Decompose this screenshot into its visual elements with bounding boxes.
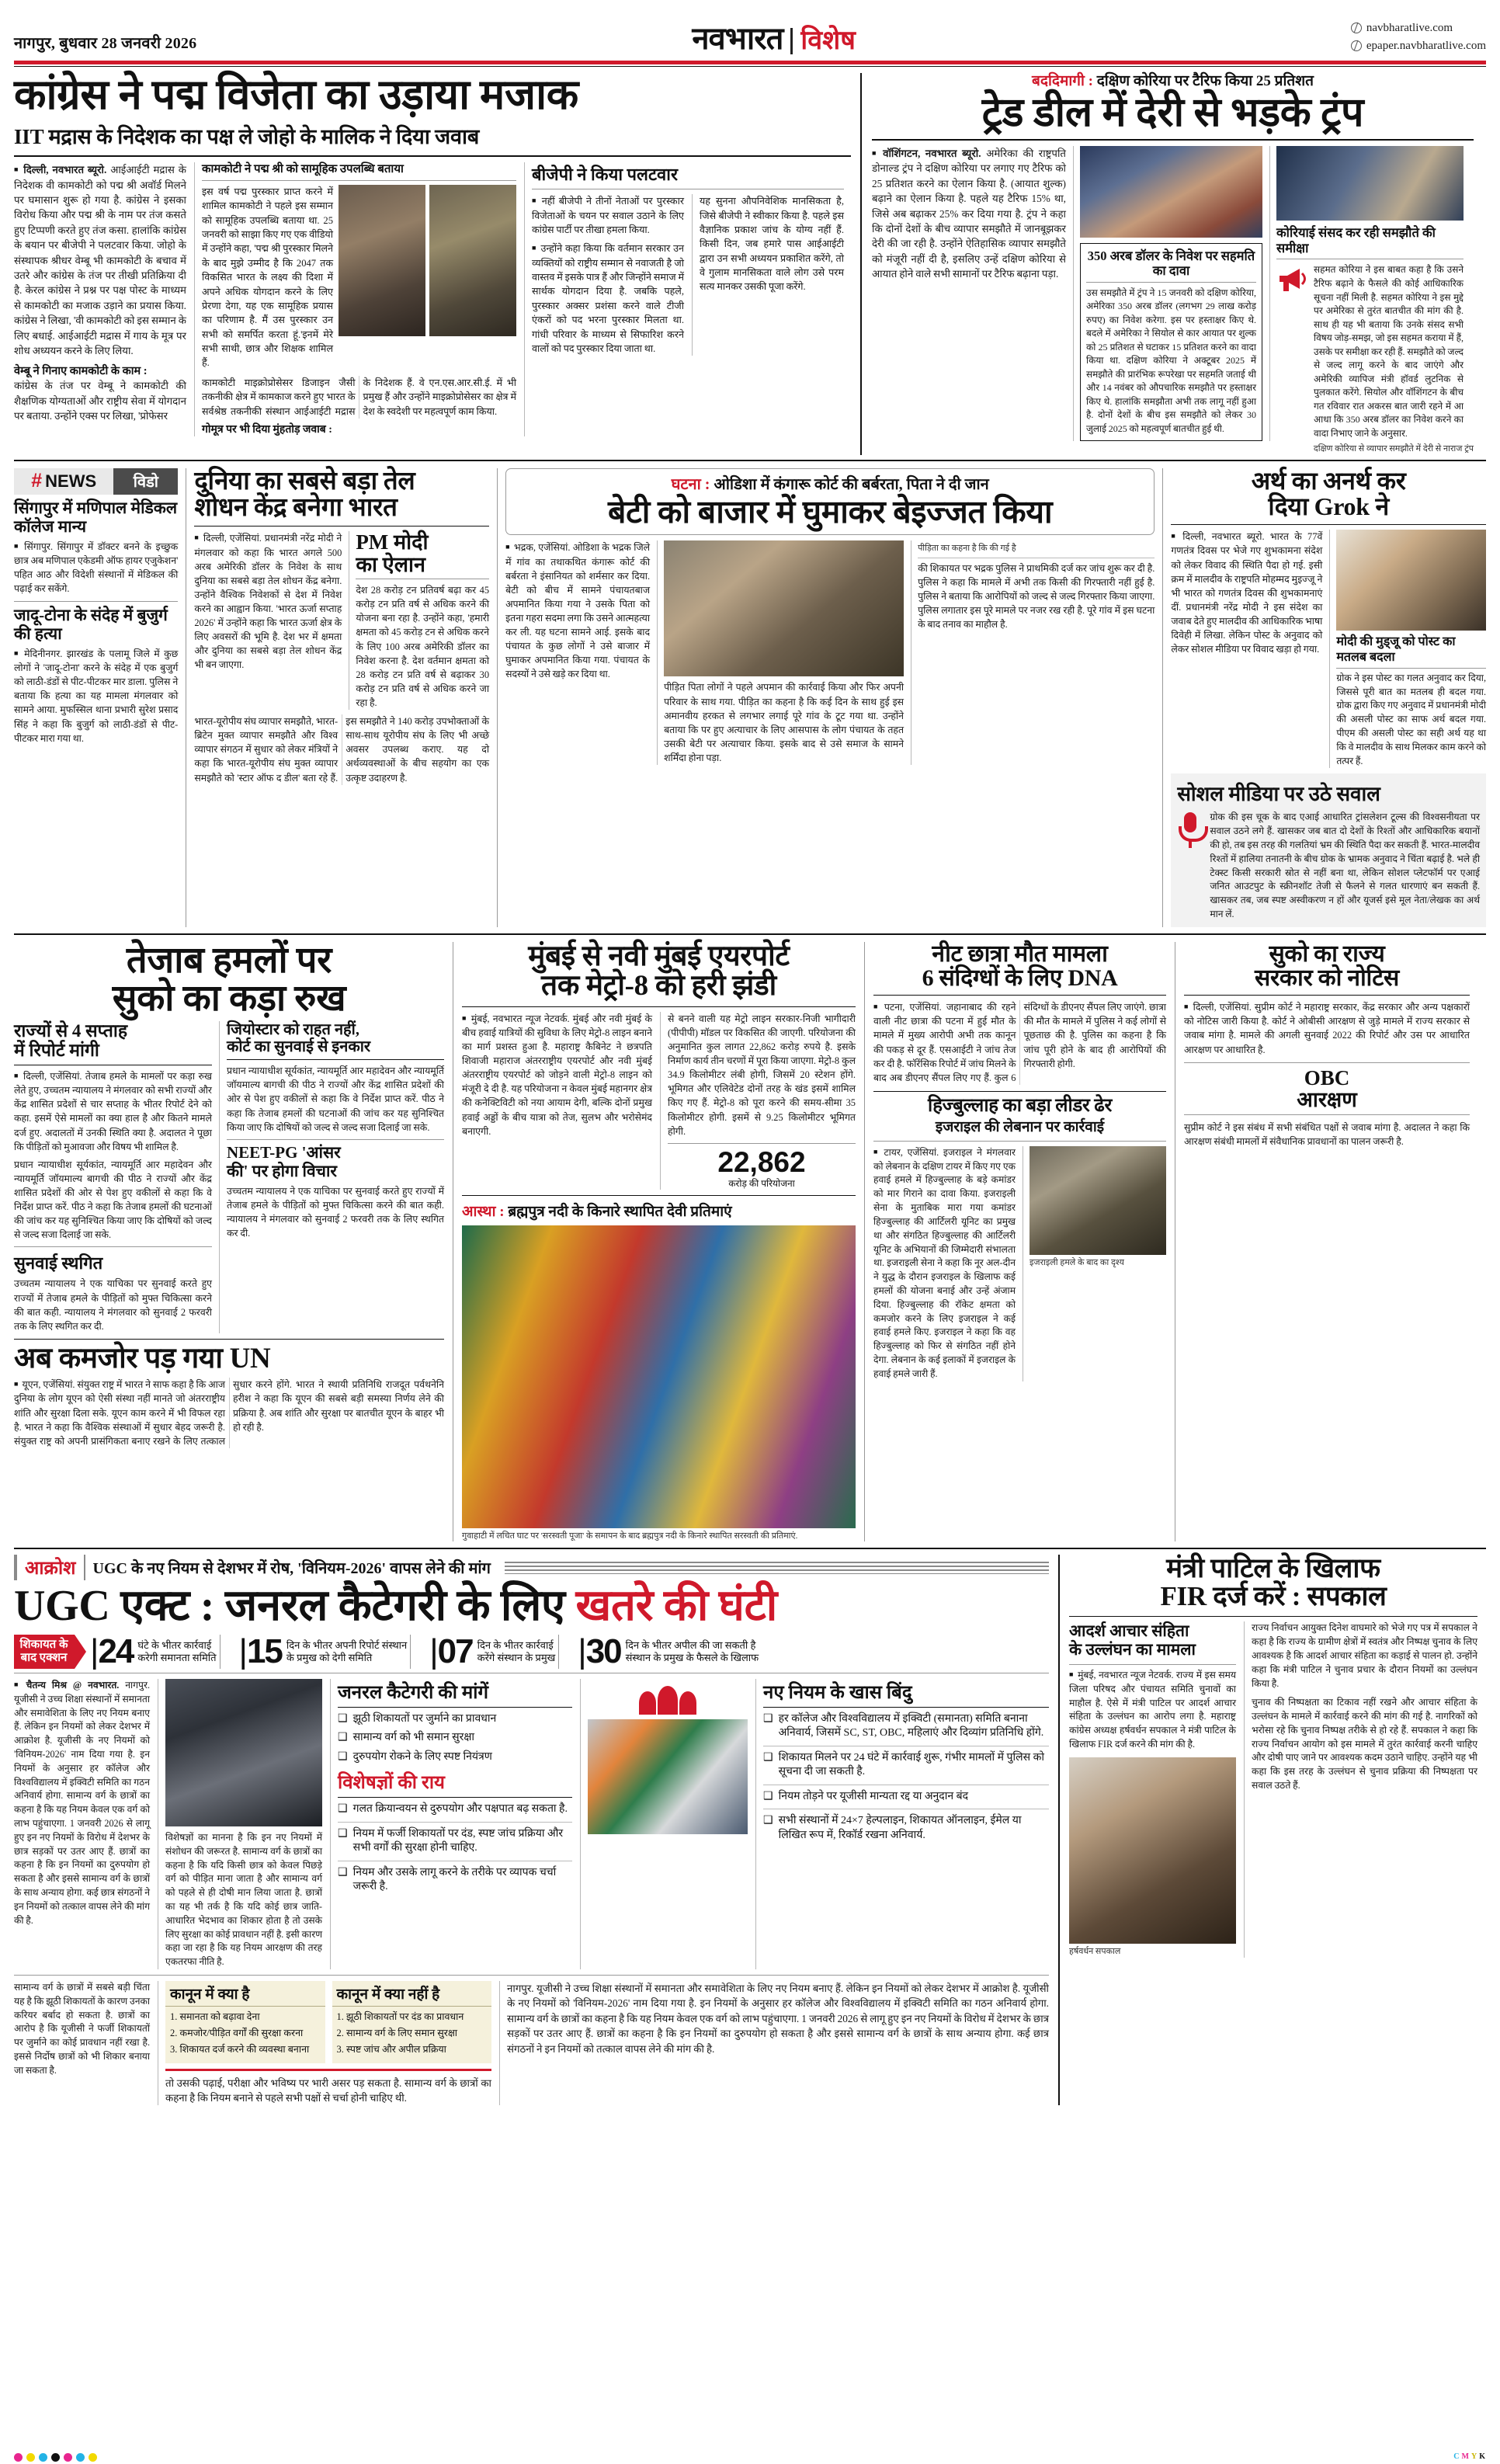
oil-body-1: ■ दिल्ली, एजेंसियां. प्रधानमंत्री नरेंद्र मोदी ने मंगलवार को कहा कि भारत अगले 500 अरब अमेरिकी डॉलर के निवेश के साथ दुनिया का सबसे बड़ा तेल शोधन केंद्र बनेगा. उन्होंने वैश्विक निवेशकों से देश में निवेश करने का आह्वान किया. 'भारत ऊर्जा सप्ताह 2026' में उन्होंने कहा कि भारत ऊर्जा क्षेत्र के लिए अवसरों की भूमि है. देश भर में क्षमता और दुनिया का सबसे बड़ा तेल शोधन केंद्र भी बन जाएगा. bbox=[194, 531, 342, 672]
acid-headline-1: तेजाब हमलों पर bbox=[126, 940, 332, 981]
aastha-kicker: आस्था : ब्रह्मपुत्र नदी के किनारे स्थापित देवी प्रतिमाएं bbox=[462, 1203, 732, 1220]
bjp-reaction-title: बीजेपी ने किया पलटवार bbox=[532, 162, 844, 189]
ugc-stat-item bbox=[562, 1632, 759, 1671]
metro-cost-label: करोड़ की परियोजना bbox=[728, 1177, 795, 1189]
lead-body-1: ■ दिल्ली, नवभारत ब्यूरो. आईआईटी मद्रास के निदेशक वी कामकोटी को पद्म श्री अवॉर्ड मिलने पर घमासान शुरू हो गया है. कांग्रेस ने इसका विरोध किया और पद्म श्री के नाम पर तंज कसते हुए टिप्पणी करते हुए तंज कसा. हालांकि कांग्रेस के बयान पर बीजेपी ने पलटवार किया. जोहो के संस्थापक श्रीधर वेम्बू भी कामकोटी के बचाव में उतरे और कांग्रेस के तंज पर तीखी प्रतिक्रिया दी है. केरल कांग्रेस ने प्रश्न पर पक्ष पोस्ट के माध्यम से कामकोटी का मजाक उड़ाने का प्रयास किया. कांग्रेस ने लिखा, 'वी कामकोटी को इस सम्मान के लिए बधाई. आईआईटी मद्रास में गाय के मूत्र पर शोध अध्ययन करने के लिए लिया. bbox=[14, 162, 186, 358]
social-media-box bbox=[1171, 773, 1486, 927]
lead-sub-head-3: गोमूत्र पर भी दिया मुंहतोड़ जवाब : bbox=[202, 423, 332, 436]
masthead-thin-rule bbox=[14, 66, 1486, 67]
ugc-body-2: विशेषज्ञों का मानना है कि इन नए नियमों में संशोधन की जरूरत है. सामान्य वर्ग के छात्रों का कहना है कि यदि किसी छात्र को केवल पिछड़े वर्ग को पीड़ित माना जाता है और सामान्य वर्ग को पहले से ही दोषी मान लिया जाता है. छात्रों का यह भी तर्क है कि यदि कोई छात्र जाति-आधारित भेदभाव का शिकार होता है तो उसके लिए सुरक्षा का कोई प्रावधान नहीं है. इसी कारण कहा जा रहा है कि यह नियम आरक्षण की तरह एकतरफा नीति है. bbox=[165, 1831, 322, 1968]
jiostar-body: प्रधान न्यायाधीश सूर्यकांत, न्यायमूर्ति आर महादेवन और न्यायमूर्ति जॉयमाल्य बागची की पीठ ने राज्यों और केंद्र शासित प्रदेशों की ओर से पेश हुए वकीलों से कहा कि वे निर्देश प्राप्त करें. पीठ ने कहा कि तेजाब हमलों की घटनाओं की जांच कर यह सुनिश्चित किया जाए कि दोषियों को जल्द से जल्द सजा दिलाई जा सके. bbox=[227, 1065, 444, 1133]
metro-headline-2: तक मेट्रो-8 को हरी झंडी bbox=[541, 970, 776, 1003]
hez-headline-1: हिज्बुल्लाह का बड़ा लीडर ढेर bbox=[928, 1095, 1112, 1116]
law-has-box bbox=[165, 1981, 325, 2063]
jiostar-title: जियोस्टार को राहत नहीं, कोर्ट का सुनवाई से इनकार bbox=[227, 1021, 444, 1061]
lead-mid-body-2: कामकोटी माइक्रोप्रोसेसर डिजाइन जैसी तकनीकी क्षेत्र में कामकाज करने हुए भारत के सर्वश्रेष्ठ तकनीकी संस्थान आईआईटी मद्रास के निदेशक हैं. वे एन.एस.आर.सी.ई. में भी प्रमुख हैं और उन्होंने माइक्रोप्रोसेसर का क्षेत्र में देश के स्वदेशी पर महत्वपूर्ण काम किया. bbox=[202, 377, 516, 417]
second-section bbox=[14, 468, 1486, 927]
ugc-body-4: तो उसकी पढ़ाई, परीक्षा और भविष्य पर भारी असर पड़ सकता है. सामान्य वर्ग के छात्रों का कहना है कि नियम बनाने से पहले सभी पक्षों से चर्चा होनी चाहिए थी. bbox=[165, 2077, 491, 2104]
metro-headline-1: मुंबई से नवी मुंबई एयरपोर्ट bbox=[528, 940, 790, 972]
aastha-block bbox=[462, 1195, 856, 1541]
trump-photo-caption: दक्षिण कोरिया से व्यापार समझौते में देरी से नाराज ट्रंप bbox=[1313, 444, 1474, 454]
news-badge-left bbox=[14, 468, 113, 495]
oil-headline-1: दुनिया का सबसे बड़ा तेल bbox=[194, 467, 415, 495]
trump-story bbox=[860, 73, 1474, 455]
patil-story bbox=[1058, 1555, 1477, 2105]
hez-headline-2: इजराइल की लेबनान पर कार्रवाई bbox=[935, 1118, 1105, 1135]
trump-kicker-label: बददिमागी : bbox=[1032, 73, 1093, 89]
lead-headline: कांग्रेस ने पद्म विजेता का उड़ाया मजाक bbox=[14, 71, 578, 118]
cmyk-marks: C M Y K bbox=[1453, 2452, 1486, 2461]
lead-photo-caption: कामकोटी ने पद्म श्री को सामूहिक उपलब्धि बताया bbox=[202, 162, 516, 181]
investment-box bbox=[1080, 243, 1262, 442]
ugc-foot-col-1 bbox=[14, 1981, 150, 2105]
ugc-main bbox=[14, 1555, 1058, 2105]
news-video-column bbox=[14, 468, 186, 927]
grok-body-2: ग्रोक ने इस पोस्ट का गलत अनुवाद कर दिया, जिससे पूरी बात का मतलब ही बदल गया. ग्रोक द्वारा किए गए अनुवाद में प्रधानमंत्री मोदी की असली पोस्ट का साफ अर्थ बदल गया. पीएम की असली पोस्ट का सही अर्थ यह था कि वे मालदीव के साथ मिलकर काम करने को तत्पर हैं. bbox=[1336, 672, 1486, 766]
odisha-body-mid: पीड़ित पिता लोगों ने पहले अपमान की कार्रवाई किया और फिर अपनी परिवार के साथ गया. पीड़ित का कहना है कि कई दिन के साथ हुई इस अमानवीय हरकत से लगभार लगाई पूरे गांव के टूट गया था. उन्होंने बताया कि पर हुए अत्याचार के लिए आसपास के लोग पंचायत के तहत उसकी बेटी पर अत्याचार किया. इसके बाद से उसे समाज के सामने शर्मिंदा होना पड़ा. bbox=[664, 682, 905, 763]
hez-caption: इजराइली हमले के बाद का दृश्य bbox=[1030, 1257, 1124, 1267]
ugc-students-photo bbox=[588, 1719, 748, 1834]
un-story bbox=[14, 1339, 444, 1448]
ugc-points-title: नए नियम के खास बिंदु bbox=[763, 1679, 1049, 1708]
patil-headline-2: FIR दर्ज करें : सपकाल bbox=[1160, 1581, 1387, 1612]
trump-kicker: बददिमागी : दक्षिण कोरिया पर टैरिफ किया 25 प्रतिशत bbox=[1032, 73, 1314, 89]
hezbollah-story bbox=[873, 1091, 1166, 1381]
law-not-box bbox=[332, 1981, 492, 2063]
grok-story bbox=[1162, 468, 1486, 927]
law-not-title: कानून में क्या नहीं है bbox=[332, 1981, 492, 2007]
people-group-icon bbox=[588, 1679, 748, 1715]
nv-item-title-1: जादू-टोना के संदेह में बुजुर्ग की हत्या bbox=[14, 606, 168, 644]
bjp-body-2: ■ उन्होंने कहा किया कि वर्तमान सरकार उन व्यक्तियों को राष्ट्रीय सम्मान से नवाजती है जो वास्तव में इसके पात्र हैं और जिन्होंने समाज में सार्थक योगदान दिया है. जबकि पहले, पुरस्कार अक्सर प्रशंसा करने वाले टीजी एंकरों को पद भरना पुरस्कार मिलता था. गांधी परिवार के माध्यम से सिफारिश करने वालों को पद पुरस्कार दिया जाता था. bbox=[532, 242, 684, 356]
ugc-headline-red: खतरे की घंटी bbox=[575, 1582, 778, 1631]
ugc-body-1: ■ चैतन्य मिश्र @ नवभारत. नागपुर. यूजीसी ने उच्च शिक्षा संस्थानों में समानता और समावेशिता के लिए नए नियम बनाए हैं. लेकिन इन नियमों को लेकर देशभर में आक्रोश है. यूजीसी के नए नियमों को 'विनियम-2026' नाम दिया गया है. इन नियमों के अनुसार हर कॉलेज और विश्वविद्यालय में इक्विटी समिति का गठन अनिवार्य होगा. सामान्य वर्ग के छात्रों का कहना है कि यह नियम केवल एक वर्ग को लाभ पहुंचाएगा. 1 जनवरी 2026 से लागू हुए इन नए नियमों के विरोध में देशभर के छात्र सड़कों पर उतर आए हैं. छात्रों का कहना है कि इन नियमों का दुरुपयोग हो सकता है और इससे सामान्य वर्ग के छात्रों के साथ अन्याय होगा. कई छात्र संगठनों ने इन नियमों को तत्काल वापस लेने की मांग की है. bbox=[14, 1679, 150, 1928]
trump-col-3 bbox=[1269, 146, 1464, 442]
video-badge-right: विडो bbox=[113, 468, 178, 495]
investment-box-body: उस समझौते में ट्रंप ने 15 जनवरी को दक्षिण कोरिया, अमेरिका 350 अरब डॉलर (लगभग 29 लाख करोड़ रुपए) का निवेश करेगा. इस पर हस्ताक्षर किए थे. बदले में अमेरिका ने सियोल से कार आयात पर शुल्क को 25 प्रतिशत से घटाकर 15 प्रतिशत करने का वादा किया था. दक्षिण कोरिया ने अक्टूबर 2025 में समझौते की प्रारंभिक रूपरेखा पर सहमति जताई थी और 14 नवंबर को औपचारिक समझौते पर हस्ताक्षर किए थे. हालांकि समझौता अभी तक लागू नहीं हुआ है. दोनों देशों के बीच इस समझौते को लेकर 30 जुलाई 2025 को महत्वपूर्ण बातचीत हुई थी. bbox=[1086, 287, 1256, 434]
nv-item-body-1: ■ मेदिनीनगर. झारखंड के पलामू जिले में कुछ लोगों ने 'जादू-टोना' करने के संदेह में एक बुजुर्ग को लाठी-डंडों से पीट-पीटकर मार डाला. पुलिस ने बताया कि हत्या का यह मामला मंगलवार को सामने आया. मुफस्सिल थाना प्रभारी सुरेश प्रसाद सिंह ने कहा कि बुजुर्ग को लाठी-डंडों से पीट-पीटकर मारा गया था. bbox=[14, 647, 178, 745]
metro-story bbox=[453, 942, 864, 1541]
odisha-body-left: ■ भद्रक, एजेंसियां. ओडिशा के भद्रक जिले में गांव का तथाकथित कंगारू कोर्ट की बर्बरता ने इंसानियत को शर्मसार कर दिया. बेटी को बीच में सामने पंचायतबाज अपमानित किया गया ने उसके पिता को इतना गहरा सदमा लगा कि उसने आत्महत्या कर ली. यह घटना सामने आई. इसके बाद पंचायत के कुछ लोगों ने उसे बाजार में घुमाकर अपमानित किया गया. पंचायत के सदस्यों ने उसे खड़े कर दिया था. bbox=[505, 540, 650, 681]
odisha-photo bbox=[664, 540, 904, 676]
ugc-body-3: सामान्य वर्ग के छात्रों में सबसे बड़ी चिंता यह है कि झूठी शिकायतों के कारण उनका करियर बर्बाद हो सकता है. छात्रों का आरोप है कि यूजीसी ने फर्जी शिकायतों पर जुर्माने का कोई प्रावधान नहीं रखा है. इससे निर्दोष छात्रों को भी शिकार बनाया जा सकता है. bbox=[14, 1982, 150, 2076]
nv-item-title-0: सिंगापुर में मणिपाल मेडिकल कॉलेज मान्य bbox=[14, 498, 178, 536]
news-video-badge[interactable] bbox=[14, 468, 178, 495]
odisha-kicker-box bbox=[505, 468, 1155, 536]
odisha-kicker: घटना : ओडिशा में कंगारू कोर्ट की बर्बरता, पिता ने दी जान bbox=[671, 475, 989, 493]
ugc-stat-text: दिन के भीतर अपील की जा सकती है संस्थान के प्रमुख के फैसले के खिलाफ bbox=[625, 1639, 759, 1664]
suko-headline-2: सरकार को नोटिस bbox=[1254, 965, 1400, 992]
suko-body-1: ■ दिल्ली, एजेंसियां. सुप्रीम कोर्ट ने महाराष्ट्र सरकार, केंद्र सरकार और अन्य पक्षकारों को नोटिस जारी किया है. कोर्ट ने ओबीसी आरक्षण से जुड़े मामले में राज्य सरकार से जवाब मांगा है. मामले की अगली सुनवाई 2022 की रिपोर्ट और उस पर आधारित आरक्षण पर आधारित है. bbox=[1184, 1000, 1470, 1056]
odisha-body-right: की शिकायत पर भद्रक पुलिस ने प्राथमिकी दर्ज कर जांच शुरू कर दी है. पुलिस ने कहा कि मामले में अभी तक किसी की गिरफ्तारी नहीं हुई है. पुलिस ने बताया कि आरोपियों को जल्द से जल्द गिरफ्तार किया जाएगा. पुलिस लगातार इस पूरे मामले पर नजर रख रही है. पूरे गांव में इस घटना के बाद तनाव का माहौल है. bbox=[918, 562, 1155, 631]
modi-photo bbox=[1336, 530, 1486, 631]
metro-cost-stat bbox=[668, 1143, 856, 1190]
oil-story bbox=[186, 468, 497, 927]
logo-divider bbox=[790, 28, 793, 54]
news-badge-text: NEWS bbox=[45, 471, 97, 491]
neet-headline-2: 6 संदिग्धों के लिए DNA bbox=[922, 965, 1118, 992]
neetpg-title: NEET-PG 'आंसर की' पर होगा विचार bbox=[227, 1139, 444, 1181]
aakrosh-tag: आक्रोश bbox=[14, 1555, 85, 1580]
ugc-col-5 bbox=[755, 1679, 1049, 1969]
obc-label: OBC आरक्षण bbox=[1184, 1062, 1470, 1116]
list-item: ❑ शिकायत मिलने पर 24 घंटे में कार्रवाई शुरू, गंभीर मामलों में पुलिस को सूचना दी जा सकती है. bbox=[763, 1746, 1049, 1780]
acid-body-2: प्रधान न्यायाधीश सूर्यकांत, न्यायमूर्ति आर महादेवन और न्यायमूर्ति जॉयमाल्य बागची की पीठ ने राज्यों और केंद्र शासित प्रदेशों की ओर से पेश हुए वकीलों से कहा कि वे निर्देश प्राप्त करें. पीठ ने कहा कि तेजाब हमलों की घटनाओं की जांच कर यह सुनिश्चित किया जाए कि दोषियों को जल्द से जल्द सजा दिलाई जा सके. bbox=[14, 1159, 212, 1241]
lead-story bbox=[14, 73, 860, 455]
suko-headline-1: सुको का राज्य bbox=[1269, 940, 1385, 967]
patil-body-2: राज्य निर्वाचन आयुक्त दिनेश वाघमारे को भेजे गए पत्र में सपकाल ने कहा है कि राज्य के ग्रामीण क्षेत्रों में स्वतंत्र और निष्पक्ष चुनाव के लिए आवश्यक है कि आदर्श आचार संहिता का कड़ाई से पालन हो. उन्होंने कहा कि मंत्री पाटिल ने चुनाव प्रचार के दौरान नियमों का उल्लंघन किया है. bbox=[1252, 1621, 1477, 1689]
registration-dots bbox=[14, 2453, 97, 2462]
megaphone-icon bbox=[1276, 263, 1307, 294]
lead-subhead: IIT मद्रास के निदेशक का पक्ष ले जोहो के मालिक ने दिया जवाब bbox=[14, 125, 480, 149]
list-item: ❑ सामान्य वर्ग को भी समान सुरक्षा bbox=[338, 1731, 572, 1745]
list-item: 2. सामान्य वर्ग के लिए समान सुरक्षा bbox=[336, 2027, 458, 2038]
trump-body: ■ वॉशिंगटन, नवभारत ब्यूरो. अमेरिका की राष्ट्रपति डोनाल्ड ट्रंप ने दक्षिण कोरिया पर लगाए गए टैरिफ को 25 प्रतिशत करने का ऐलान किया है. (आयात शुल्क) बढ़ाने का ऐलान किया है. पहले यह टैरिफ 15% था, जिसे अब बढ़ाकर 25% कर दिया गया है. ट्रंप ने कहा कि दोनों देशों के बीच व्यापार समझौते में जानबूझकर देरी की जा रही है. उन्होंने ऐतिहासिक व्यापार समझौते को मंजूरी नहीं दी है, इसलिए उन्हें दक्षिण कोरिया से आयात होने वाले सभी सामानों पर टैरिफ बढ़ाना पड़ा. bbox=[872, 146, 1066, 282]
neet-story bbox=[864, 942, 1175, 1541]
social-media-body: ग्रोक की इस चूक के बाद एआई आधारित ट्रांसलेशन टूल्स की विश्वसनीयता पर सवाल उठने लगे हैं. खासकर जब बात दो देशों के रिश्तों और आधिकारिक बयानों की हो, तब इस तरह की गलतियां भ्रम की स्थिति पैदा कर सकती हैं. भारत-मालदीव रिश्तों में हालिया तनातनी के बीच ग्रोक के भ्रामक अनुवाद ने चिंता बढ़ाई है. भले ही टेक्स्ट किसी सरकारी स्रोत से नहीं बना था, लेकिन सोशल प्लेटफॉर्म पर एआई जनित आउटपुट के स्क्रीनशॉट तेजी से फैलने से गलत धारणाएं बन सकती हैं. खासकर तब, जब स्पष्ट अस्वीकरण न हों और यूजर्स इसे मूल नेता/लेखक का अर्थ मान लें. bbox=[1210, 811, 1480, 920]
acid-subhead: राज्यों से 4 सप्ताह में रिपोर्ट मांगी bbox=[14, 1020, 128, 1061]
odisha-story bbox=[497, 468, 1162, 927]
logo-edition-text: विशेष bbox=[800, 26, 856, 55]
investment-box-title: 350 अरब डॉलर के निवेश पर सहमति का दावा bbox=[1086, 248, 1256, 283]
stat-divider bbox=[558, 1635, 559, 1669]
list-item: 1. समानता को बढ़ावा देना bbox=[170, 2011, 260, 2023]
ugc-protest-photo bbox=[165, 1679, 322, 1826]
aakrosh-bar bbox=[14, 1555, 1049, 1580]
metro-cost-number: 22,862 bbox=[717, 1145, 806, 1178]
acid-headline-2: सुको का कड़ा रुख bbox=[112, 978, 346, 1019]
patil-subhead: आदर्श आचार संहिता के उल्लंघन का मामला bbox=[1069, 1621, 1196, 1659]
decorative-stripes bbox=[505, 1562, 1049, 1574]
ugc-stats-strip bbox=[14, 1632, 1049, 1671]
patil-body-3: चुनाव की निष्पक्षता का टिकाव नहीं रखने और आचार संहिता के उल्लंघन के मामले में कार्रवाई करने की मांग की गई है. नागरिकों को भरोसा रहे कि चुनाव निष्पक्ष तरीके से हो रहे हैं. सपकाल ने कहा कि राज्य निर्वाचन आयोग को इस मामले में तुरंत कार्रवाई करनी चाहिए और दोषी पाए जाने पर आवश्यक कदम उठाने चाहिए. उन्होंने यह भी कहा कि इस तरह के उल्लंघन से चुनाव प्रक्रिया की निष्पक्षता पर सवाल उठते हैं. bbox=[1252, 1696, 1477, 1792]
microphone-icon bbox=[1177, 811, 1203, 850]
durga-idols-photo bbox=[462, 1225, 856, 1528]
date-line: नागपुर, बुधवार 28 जनवरी 2026 bbox=[14, 35, 197, 52]
law-has-title: कानून में क्या है bbox=[165, 1981, 325, 2007]
ugc-experts-title: विशेषज्ञों की राय bbox=[338, 1769, 572, 1798]
ugc-stat-text: घंटे के भीतर कार्रवाई करेगी समानता समिति bbox=[137, 1639, 217, 1664]
suko-notice-story bbox=[1175, 942, 1470, 1541]
neet-body: ■ पटना, एजेंसियां. जहानाबाद की रहने वाली नीट छात्रा की पटना में हुई मौत के मामले में मुख्य आरोपी अभी तक कानून की पकड़ से दूर हैं. एसआईटी ने जांच तेज कर दी है. फॉरेंसिक रिपोर्ट में जांच मिलने के बाद अब डीएनए सैंपल लिए गए हैं. कुल 6 संदिग्धों के डीएनए सैंपल लिए जाएंगे. छात्रा की मौत के मामले में पुलिस ने कई लोगों से पूछताछ की है. पुलिस का कहना है कि जांच पूरी होने के बाद ही आरोपियों की गिरफ्तारी होगी. bbox=[873, 1000, 1166, 1085]
masthead-red-rule bbox=[14, 61, 1486, 64]
ugc-stat-number: | 30 bbox=[578, 1637, 620, 1666]
lead-body-2: कांग्रेस के तंज पर वेम्बू ने कामकोटी की शैक्षणिक योग्यताओं और राष्ट्रीय सेवा में योगदान पर बताया. उन्होंने एक्स पर लिखा, 'प्रोफेसर bbox=[14, 380, 186, 422]
ugc-col-1 bbox=[14, 1679, 150, 1969]
website-links bbox=[1351, 19, 1486, 56]
korea-sidebar-body: सहमत कोरिया ने इस बाबत कहा है कि उसने टैरिफ बढ़ाने के फैसले की कोई आधिकारिक सूचना नहीं मिली है. सहमत कोरिया ने इस मुद्दे पर अमेरिका से तुरंत बातचीत की मांग की है. साथ ही यह भी बताया कि उनके संसद सभी विषय जोड़-समझ, जो इस सहमत कराया में हैं, उसके पर समीक्षा कर रही हैं. समझौते को जल्द से जल्द लागू करने के बाद जाएंगे और अमेरिकी व्यापिज मंत्री हॉवर्ड लुटनिक से पुलकात करेंगे. सियोल और वॉशिंगटन के बीच गत रविवार रात अकरस बात जारी रहने में आ आधा कि 350 अरब डॉलर का निवेश करने का वादा निभाए जाने के अनुसार. bbox=[1314, 264, 1464, 439]
ugc-demands-title: जनरल कैटेगरी की मांगें bbox=[338, 1679, 572, 1708]
list-item: 3. शिकायत दर्ज करने की व्यवस्था बनाना bbox=[170, 2043, 310, 2055]
patil-headline-1: मंत्री पाटिल के खिलाफ bbox=[1166, 1553, 1380, 1584]
trump-col-2 bbox=[1073, 146, 1262, 442]
lead-col-3 bbox=[524, 162, 844, 436]
grok-headline-2: दिया Grok ने bbox=[1268, 492, 1389, 521]
list-item: ❑ दुरुपयोग रोकने के लिए स्पष्ट नियंत्रण bbox=[338, 1750, 572, 1764]
sapkal-photo bbox=[1069, 1757, 1236, 1944]
stat-divider bbox=[410, 1635, 411, 1669]
un-headline: अब कमजोर पड़ गया UN bbox=[14, 1342, 271, 1374]
list-item: ❑ सभी संस्थानों में 24×7 हेल्पलाइन, शिकायत ऑनलाइन, ईमेल या लिखित रूप में, रिकॉर्ड रखना अनिवार्य. bbox=[763, 1809, 1049, 1843]
patil-body-1: ■ मुंबई, नवभारत न्यूज नेटवर्क. राज्य में इस समय जिला परिषद और पंचायत समिति चुनावों का माहौल है. ऐसे में मंत्री पाटिल पर आदर्श आचार संहिता के उल्लंघन का आरोप लगा है. महाराष्ट्र कांग्रेस अध्यक्ष हर्षवर्धन सपकाल ने मंत्री पाटिल के खिलाफ FIR दर्ज करने की मांग की है. bbox=[1069, 1664, 1236, 1753]
ugc-experts-list bbox=[338, 1802, 572, 1894]
nv-item-body-0: ■ सिंगापुर. सिंगापुर में डॉक्टर बनने के इच्छुक छात्र अब मणिपाल एकेडमी ऑफ हायर एजुकेशन' पहित आठ और विदेशी संस्थानों में मेडिकल की पढ़ाई कर सकेंगे. bbox=[14, 540, 178, 596]
ugc-col-4 bbox=[580, 1679, 748, 1969]
vembu-photo bbox=[429, 185, 516, 336]
grok-body-1: ■ दिल्ली, नवभारत ब्यूरो. भारत के 77वें गणतंत्र दिवस पर भेजे गए शुभकामना संदेश को लेकर विवाद की स्थिति पैदा हो गई. इसी क्रम में मालदीव के राष्ट्रपति मोहम्मद मुइज्जू ने भी भारत को गणतंत्र दिवस की शुभकामनाएं दीं. प्रधानमंत्री नरेंद्र मोदी ने इस संदेश का जवाब देते हुए मालदीव की आधिकारिक भाषा दिवेही में लिखा. लेकिन पोस्ट के अनुवाद को लेकर सोशल मीडिया पर विवाद खड़ा हो गया. bbox=[1171, 530, 1322, 656]
news-video-item bbox=[14, 499, 178, 596]
patil-caption: हर्षवर्धन सपकाल bbox=[1069, 1947, 1121, 1957]
ugc-stat-item bbox=[75, 1632, 217, 1671]
top-section bbox=[14, 73, 1486, 455]
un-body: ■ यूएन, एजेंसियां. संयुक्त राष्ट्र में भारत ने साफ कहा है कि आज दुनिया के लोग यूएन को ऐसी संस्था नहीं मानते जो अंतरराष्ट्रीय शांति और सुरक्षा दिला सके. यूएन काम करने में भी विफल रहा है. भारत ने कहा कि वैश्विक संस्थाओं में सुधार बेहद जरूरी है. संयुक्त राष्ट्र को अपनी प्रासंगिकता बनाए रखने के लिए तत्काल सुधार करने होंगे. भारत ने स्थायी प्रतिनिधि राजदूत पर्वथनेनि हरीश ने कहा कि यूएन की सबसे बड़ी समस्या निर्णय लेने की प्रक्रिया है. अब शांति और सुरक्षा पर बातचीत यूएन के बाहर भी हो रही है. bbox=[14, 1378, 444, 1448]
lead-mid-body-1: इस वर्ष पद्म पुरस्कार प्राप्त करने में शामिल कामकोटी ने पहले इस सम्मान को सामूहिक उपलब्धि बताया था. 25 जनवरी को साझा किए गए एक वीडियो में उन्होंने कहा, 'पद्म श्री पुरस्कार मिलने के बाद मुझे उम्मीद है कि 2047 तक विकसित भारत के लक्ष्य की दिशा में अपने अधिक योगदान करने के लिए प्रेरणा देगा, यह एक सामूहिक प्रयास का परिणाम है. मैं उस पुरस्कार उन सभी को समर्पित करता हूं.'इनमें मेरे सभी साथी, छात्र और शिक्षक शामिल हैं. bbox=[202, 186, 333, 369]
ugc-stat-tag: शिकायत के बाद एक्शन bbox=[14, 1635, 75, 1669]
website-link-main[interactable]: navbharatlive.com bbox=[1366, 22, 1453, 34]
hez-body: ■ टायर, एजेंसियां. इजराइल ने मंगलवार को लेबनान के दक्षिण टायर में किए गए एक हवाई हमले में हिज्बुल्लाह के बड़े कमांडर को मार गिराने का दावा किया. इजराइली सेना के मुताबिक मारा गया कमांडर हिज्बुल्लाह की आर्टिलरी यूनिट का प्रमुख था और संगठित हिज्बुल्लाह की आर्टिलरी यूनिट के अभियानों की जिम्मेदारी संभालता था. इजराइली सेना ने कहा कि नूर अल-दीन ने युद्ध के दौरान इजराइल के खिलाफ कई हमलों की योजना बनाई और उन्हें अंजाम दिया. हिज्बुल्लाह की रॉकेट क्षमता को कमजोर करने के लिए इजराइल ने कई हवाई हमले किए. इजराइल ने कहा कि वह हिज्बुल्लाह को फिर से संगठित नहीं होने देगा. लेबनान के कई इलाकों में इजराइल के हवाई हमले जारी हैं. bbox=[873, 1146, 1016, 1381]
globe-icon bbox=[1351, 40, 1362, 51]
odisha-headline: बेटी को बाजार में घुमाकर बेइज्जत किया bbox=[608, 493, 1053, 530]
odisha-photo-caption: पीड़िता का कहना है कि की गई है bbox=[918, 540, 1155, 558]
list-item: ❑ झूठी शिकायतों पर जुर्माने का प्रावधान bbox=[338, 1712, 572, 1726]
trump-photo bbox=[1080, 146, 1262, 238]
kamakoti-photo bbox=[339, 185, 425, 336]
newspaper-logo bbox=[692, 23, 856, 56]
law-boxes bbox=[158, 1981, 491, 2105]
ugc-stat-item bbox=[224, 1632, 408, 1671]
acid-sub2-title: सुनवाई स्थगित bbox=[14, 1246, 212, 1274]
aakrosh-text: UGC के नए नियम से देशभर में रोष, 'विनियम-2026' वापस लेने की मांग bbox=[92, 1560, 491, 1578]
ugc-stat-item bbox=[414, 1632, 556, 1671]
website-link-epaper[interactable]: epaper.navbharatlive.com bbox=[1366, 39, 1486, 52]
acid-body-1: ■ दिल्ली, एजेंसियां. तेजाब हमले के मामलों पर कड़ा रुख लेते हुए, उच्चतम न्यायालय ने मंगलवार को सभी राज्यों और केंद्र शासित प्रदेशों से चार सप्ताह के भीतर रिपोर्ट देने को कहा. इसमें ऐसे मामलों का क्या हाल है और कितने मामले दर्ज हुए. अदालतों में उनकी स्थिति क्या है. अदालत ने पूछा कि पीड़ितों को मुआवजा और विषय भी शामिल है. bbox=[14, 1069, 212, 1154]
lead-col-2 bbox=[194, 162, 516, 436]
ugc-stat-number: | 24 bbox=[90, 1637, 133, 1666]
pm-announcement-title: PM मोदी का ऐलान bbox=[356, 531, 489, 579]
law-not-list bbox=[332, 2007, 492, 2063]
ugc-stat-text: दिन के भीतर कार्रवाई करेंगे संस्थान के प्रमुख bbox=[477, 1639, 556, 1664]
lebanon-strike-photo bbox=[1030, 1146, 1166, 1255]
neetpg-body: उच्चतम न्यायालय ने एक याचिका पर सुनवाई करते हुए राज्यों में तेजाब हमले के पीड़ितों को मुफ्त चिकित्सा करने की बात कही. न्यायालय ने मंगलवार को सुनवाई 2 फरवरी तक के लिए स्थगित कर दी. bbox=[227, 1185, 444, 1239]
ugc-headline-black: UGC एक्ट : जनरल कैटेगरी के लिए bbox=[14, 1582, 565, 1631]
list-item: 3. स्पष्ट जांच और अपील प्रक्रिया bbox=[336, 2043, 446, 2055]
korea-sidebar-title: कोरियाई संसद कर रही समझौते की समीक्षा bbox=[1276, 225, 1464, 260]
lead-col-1 bbox=[14, 162, 186, 436]
ugc-dateline: चैतन्य मिश्र @ नवभारत. bbox=[26, 1679, 120, 1691]
odisha-kicker-label: घटना : bbox=[671, 475, 710, 493]
lead-sub-head-2: वेम्बू ने गिनाए कामकोटी के काम : bbox=[14, 365, 148, 378]
list-item: ❑ हर कॉलेज और विश्वविद्यालय में इक्विटी (समानता) समिति बनाना अनिवार्य, जिसमें SC, ST, OBC, महिलाएं और दिव्यांग प्रतिनिधि होंगे. bbox=[763, 1712, 1049, 1741]
ugc-foot-col-3 bbox=[499, 1981, 1049, 2105]
third-section bbox=[14, 942, 1486, 1541]
oil-headline-2: शोधन केंद्र बनेगा भारत bbox=[194, 494, 398, 523]
list-item: 2. कमजोर/पीड़ित वर्गों की सुरक्षा करना bbox=[170, 2027, 304, 2038]
ugc-headline bbox=[14, 1582, 1049, 1631]
aastha-label: आस्था : bbox=[462, 1203, 505, 1220]
list-item: ❑ नियम और उसके लागू करने के तरीके पर व्यापक चर्चा जरूरी है. bbox=[338, 1861, 572, 1895]
ugc-col-2 bbox=[158, 1679, 322, 1969]
ugc-section bbox=[14, 1555, 1486, 2105]
grok-headline-1: अर्थ का अनर्थ कर bbox=[1251, 466, 1406, 495]
trump-headline: ट्रेड डील में देरी से भड़के ट्रंप bbox=[981, 90, 1364, 135]
acid-story bbox=[14, 942, 453, 1541]
metro-body-1: ■ मुंबई, नवभारत न्यूज नेटवर्क. मुंबई और नवी मुंबई के बीच हवाई यात्रियों की सुविधा के लिए मेट्रो-8 लाइन बनाने का मार्ग प्रशस्त हुआ है. महाराष्ट्र कैबिनेट ने छत्रपति शिवाजी महाराज अंतरराष्ट्रीय एयरपोर्ट और नवी मुंबई अंतरराष्ट्रीय एयरपोर्ट को जोड़ने वाली मेट्रो-8 लाइन को मंजूरी दे दी है. यह परियोजना न केवल मुंबई महानगर क्षेत्र की कनेक्टिविटी को नया आयाम देगी, बल्कि दोनों प्रमुख हवाई अड्डों के बीच यात्रा को तेज, सुलभ और भरोसेमंद बनाएगी. bbox=[462, 1012, 652, 1138]
ugc-points-list bbox=[763, 1712, 1049, 1843]
ugc-col-3 bbox=[330, 1679, 572, 1969]
ugc-stat-number: | 07 bbox=[429, 1637, 472, 1666]
bjp-body-1: ■ नहीं बीजेपी ने तीनों नेताओं पर पुरस्कार विजेताओं के चयन पर सवाल उठाने के लिए कांग्रेस पार्टी पर तीखा हमला किया. bbox=[532, 194, 684, 237]
trump-col-1 bbox=[872, 146, 1066, 442]
pm-announcement-body: देश 28 करोड़ टन प्रतिवर्ष बढ़ा कर 45 करोड़ टन प्रति वर्ष से अधिक करने की योजना बना रहा है. उन्होंने कहा, 'हमारी क्षमता को 45 करोड़ टन से अधिक करने के लिए 100 अरब अमेरिकी डॉलर का निवेश करना है. देश वर्तमान क्षमता को 28 करोड़ टन प्रति वर्ष से बढ़ाकर 30 करोड़ टन प्रति वर्ष से अधिक करने जा रहा है. bbox=[356, 585, 490, 708]
trump-dateline: वॉशिंगटन, नवभारत ब्यूरो. bbox=[883, 147, 981, 159]
ugc-demands-list bbox=[338, 1712, 572, 1764]
suko-body-2: सुप्रीम कोर्ट ने इस संबंध में सभी संबंधित पक्षों से जवाब मांगा है. अदालत ने कहा कि आरक्षण संबंधी मामलों में संवैधानिक प्रावधानों का पालन जरूरी है. bbox=[1184, 1122, 1470, 1148]
lead-dateline: दिल्ली, नवभारत ब्यूरो. bbox=[23, 164, 107, 176]
aastha-caption: गुवाहाटी में लचित घाट पर 'सरस्वती पूजा' के समापन के बाद ब्रह्मपुत्र नदी के किनारे स्थापित सरस्वती की प्रतिमाएं. bbox=[462, 1531, 798, 1541]
oil-body-2: भारत-यूरोपीय संघ व्यापार समझौते, भारत-ब्रिटेन मुक्त व्यापार समझौते और विश्व व्यापार संगठन में सुधार को लेकर मंत्रियों ने कहा कि भारत-यूरोपीय संघ मुक्त व्यापार समझौते को 'स्टार ऑफ द डील' बता रहे हैं. इस समझौते ने 140 करोड़ उपभोक्ताओं के साथ-साथ यूरोपीय संघ के लिए भी अच्छे अवसर उपलब्ध कराए. यह दो अर्थव्यवस्थाओं के बीच सहयोग का एक उत्कृष्ट उदाहरण है. bbox=[194, 716, 490, 784]
news-video-item bbox=[14, 601, 178, 745]
globe-icon bbox=[1351, 23, 1362, 33]
ugc-body-5: नागपुर. यूजीसी ने उच्च शिक्षा संस्थानों में समानता और समावेशिता के लिए नए नियम बनाए हैं. लेकिन इन नियमों को लेकर देशभर में आक्रोश है. यूजीसी के नए नियमों को 'विनियम-2026' नाम दिया गया है. इन नियमों के अनुसार हर कॉलेज और विश्वविद्यालय में इक्विटी समिति का गठन अनिवार्य होगा. सामान्य वर्ग के छात्रों का कहना है कि यह नियम केवल एक वर्ग को लाभ पहुंचाएगा. 1 जनवरी 2026 से लागू हुए इन नए नियमों के विरोध में देशभर के छात्र सड़कों पर उतर आए हैं. छात्रों का कहना है कि इन नियमों का दुरुपयोग हो सकता है और इससे सामान्य वर्ग के छात्रों के साथ अन्याय होगा. कई छात्र संगठनों ने इन नियमों को तत्काल वापस लेने की मांग की है. bbox=[507, 1983, 1049, 2055]
korea-parliament-photo bbox=[1276, 146, 1464, 221]
ugc-stat-number: | 15 bbox=[239, 1637, 282, 1666]
social-media-title: सोशल मीडिया पर उठे सवाल bbox=[1177, 783, 1380, 806]
acid-body-3: उच्चतम न्यायालय ने एक याचिका पर सुनवाई करते हुए राज्यों में तेजाब हमले के पीड़ितों को मुफ्त चिकित्सा करने की बात कही. न्यायालय ने मंगलवार को सुनवाई 2 फरवरी तक के लिए स्थगित कर दी. bbox=[14, 1278, 212, 1332]
ugc-stat-text: दिन के भीतर अपनी रिपोर्ट संस्थान के प्रमुख को देगी समिति bbox=[286, 1639, 408, 1664]
bjp-body-3: यह सुनना औपनिवेशिक मानसिकता है, जिसे बीजेपी ने स्वीकार किया है. पहले इस वैज्ञानिक प्रकाश जांच के योग्य नहीं हैं. किसी दिन, जब हमारे पास आईआईटी द्वारा उन सभी अध्ययन प्रकाशित करेंगे, तो वे गुलाम मानसिकता वाले लोग उसे परम सत्य मानकर उसकी पूजा करेंगे. bbox=[700, 196, 844, 293]
masthead bbox=[14, 11, 1486, 56]
metro-body-2: से बनने वाली यह मेट्रो लाइन सरकार-निजी भागीदारी (पीपीपी) मॉडल पर विकसित की जाएगी. परियोजना की अनुमानित कुल लागत 22,862 करोड़ रुपये है. इसके निर्माण कार्य तीन चरणों में पूरा किया जाएगा. मेट्रो-8 कुल 34.9 किलोमीटर लंबी होगी, जिसमें 20 स्टेशन होंगे. भूमिगत और एलिवेटेड दोनों तरह के खंड इसमें शामिल किए गए हैं. मेट्रो-8 को पूरा करने की समय-सीमा 35 किलोमीटर होगी. इसमें से 9.25 किलोमीटर भूमिगत होगी. bbox=[668, 1013, 856, 1137]
list-item: ❑ गलत क्रियान्वयन से दुरुपयोग और पक्षपात बढ़ सकता है. bbox=[338, 1802, 572, 1816]
hash-icon: # bbox=[31, 470, 43, 492]
list-item: ❑ नियम तोड़ने पर यूजीसी मान्यता रद्द या अनुदान बंद bbox=[763, 1785, 1049, 1804]
list-item: ❑ नियम में फर्जी शिकायतों पर दंड, स्पष्ट जांच प्रक्रिया और सभी वर्गों की सुरक्षा होनी चाहिए. bbox=[338, 1822, 572, 1856]
grok-photo-caption: मोदी की मुड्जूू को पोस्ट का मतलब बदला bbox=[1336, 634, 1486, 668]
neet-headline-1: नीट छात्रा मौत मामला bbox=[932, 940, 1108, 967]
law-has-list bbox=[165, 2007, 325, 2063]
list-item: 1. झूठी शिकायतों पर दंड का प्रावधान bbox=[336, 2011, 464, 2023]
logo-main-text: नवभारत bbox=[692, 21, 783, 56]
